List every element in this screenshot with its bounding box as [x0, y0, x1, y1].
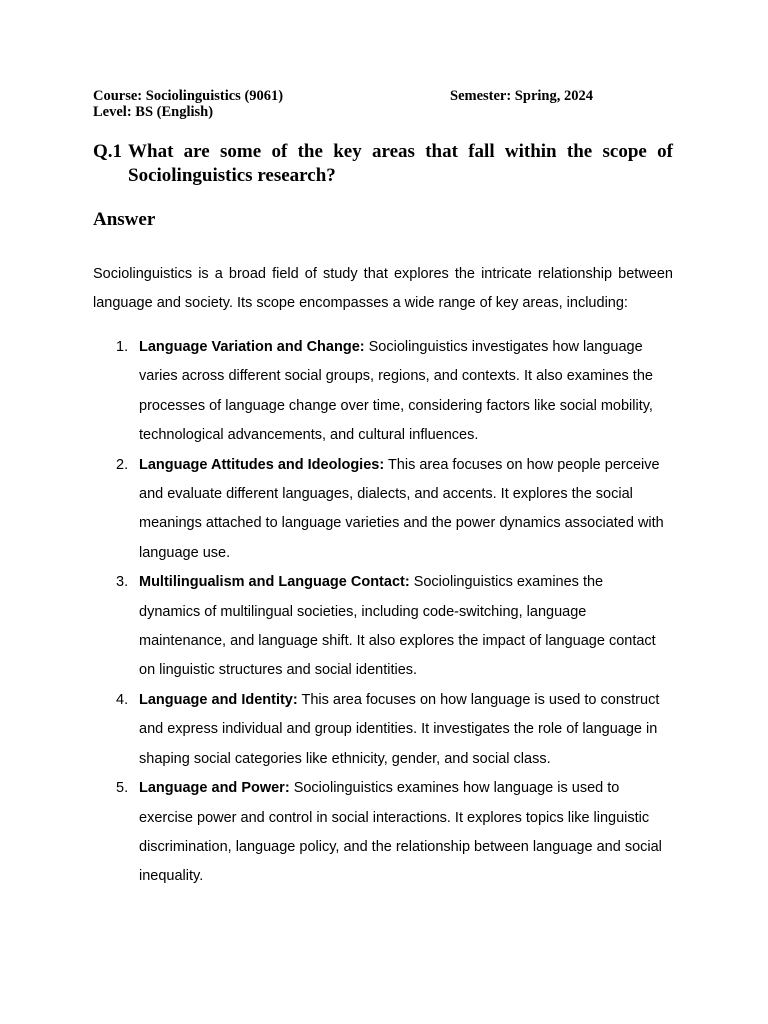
list-item-text: This area focuses on how language is used to construct and express individual and group identities. It investigates the role of language in shaping social categories like ethnicity, gender, and social class. — [139, 691, 660, 767]
list-item-number: 1. — [116, 339, 129, 355]
list-item — [93, 333, 673, 451]
list-item-term: Multilingualism and Language Contact: — [139, 574, 410, 591]
list-item-body — [139, 686, 673, 774]
list-item-term: Language and Power: — [139, 780, 290, 797]
list-item — [93, 686, 673, 774]
question-number: Q.1 — [93, 141, 123, 162]
list-item — [93, 568, 673, 686]
list-item-text: Sociolinguistics investigates how language varies across different social groups, regions, and contexts. It also examines the processes of language change over time, considering factors like social mobility, technological advancements, and cultural influences. — [139, 339, 653, 444]
list-item-number: 4. — [116, 691, 129, 708]
level-label: Level: BS (English) — [93, 104, 214, 120]
list-item-body — [139, 333, 673, 451]
list-item-body — [139, 774, 673, 892]
list-item — [93, 451, 673, 569]
level-row — [93, 104, 673, 120]
list-item-number: 2. — [116, 456, 129, 473]
key-areas-list — [93, 333, 673, 892]
course-label: Course: Sociolinguistics (9061) — [93, 88, 284, 104]
list-item-term: Language Variation and Change: — [139, 339, 365, 355]
list-item-text: Sociolinguistics examines how language is used to exercise power and control in social interactions. It explores topics like linguistic discrimination, language policy, and the relationship between language and social inequality. — [139, 780, 662, 885]
list-item-number: 3. — [116, 574, 129, 591]
list-item-body — [139, 451, 673, 569]
list-item-text: Sociolinguistics examines the dynamics of multilingual societies, including code-switching, language maintenance, and language shift. It also explores the impact of language contact on linguistic structures and social identities. — [139, 574, 656, 679]
list-item-term: Language Attitudes and Ideologies: — [139, 456, 385, 473]
document-page — [93, 88, 673, 892]
semester-label: Semester: Spring, 2024 — [450, 88, 593, 104]
list-item-number: 5. — [116, 780, 129, 797]
question-heading — [93, 140, 673, 188]
list-item — [93, 774, 673, 892]
list-item-text: This area focuses on how people perceive and evaluate different languages, dialects, and accents. It explores the social meanings attached to language varieties and the power dynamics associated with language use. — [139, 456, 664, 561]
question-text: What are some of the key areas that fall within the scope of Sociolinguistics research? — [128, 141, 673, 186]
answer-heading: Answer — [93, 209, 156, 230]
header-row — [93, 88, 673, 104]
list-item-term: Language and Identity: — [139, 691, 298, 708]
answer-intro: Sociolinguistics is a broad field of study that explores the intricate relationship between language and society. Its scope encompasses a wide range of key areas, including: — [93, 266, 673, 311]
list-item-body — [139, 568, 673, 686]
